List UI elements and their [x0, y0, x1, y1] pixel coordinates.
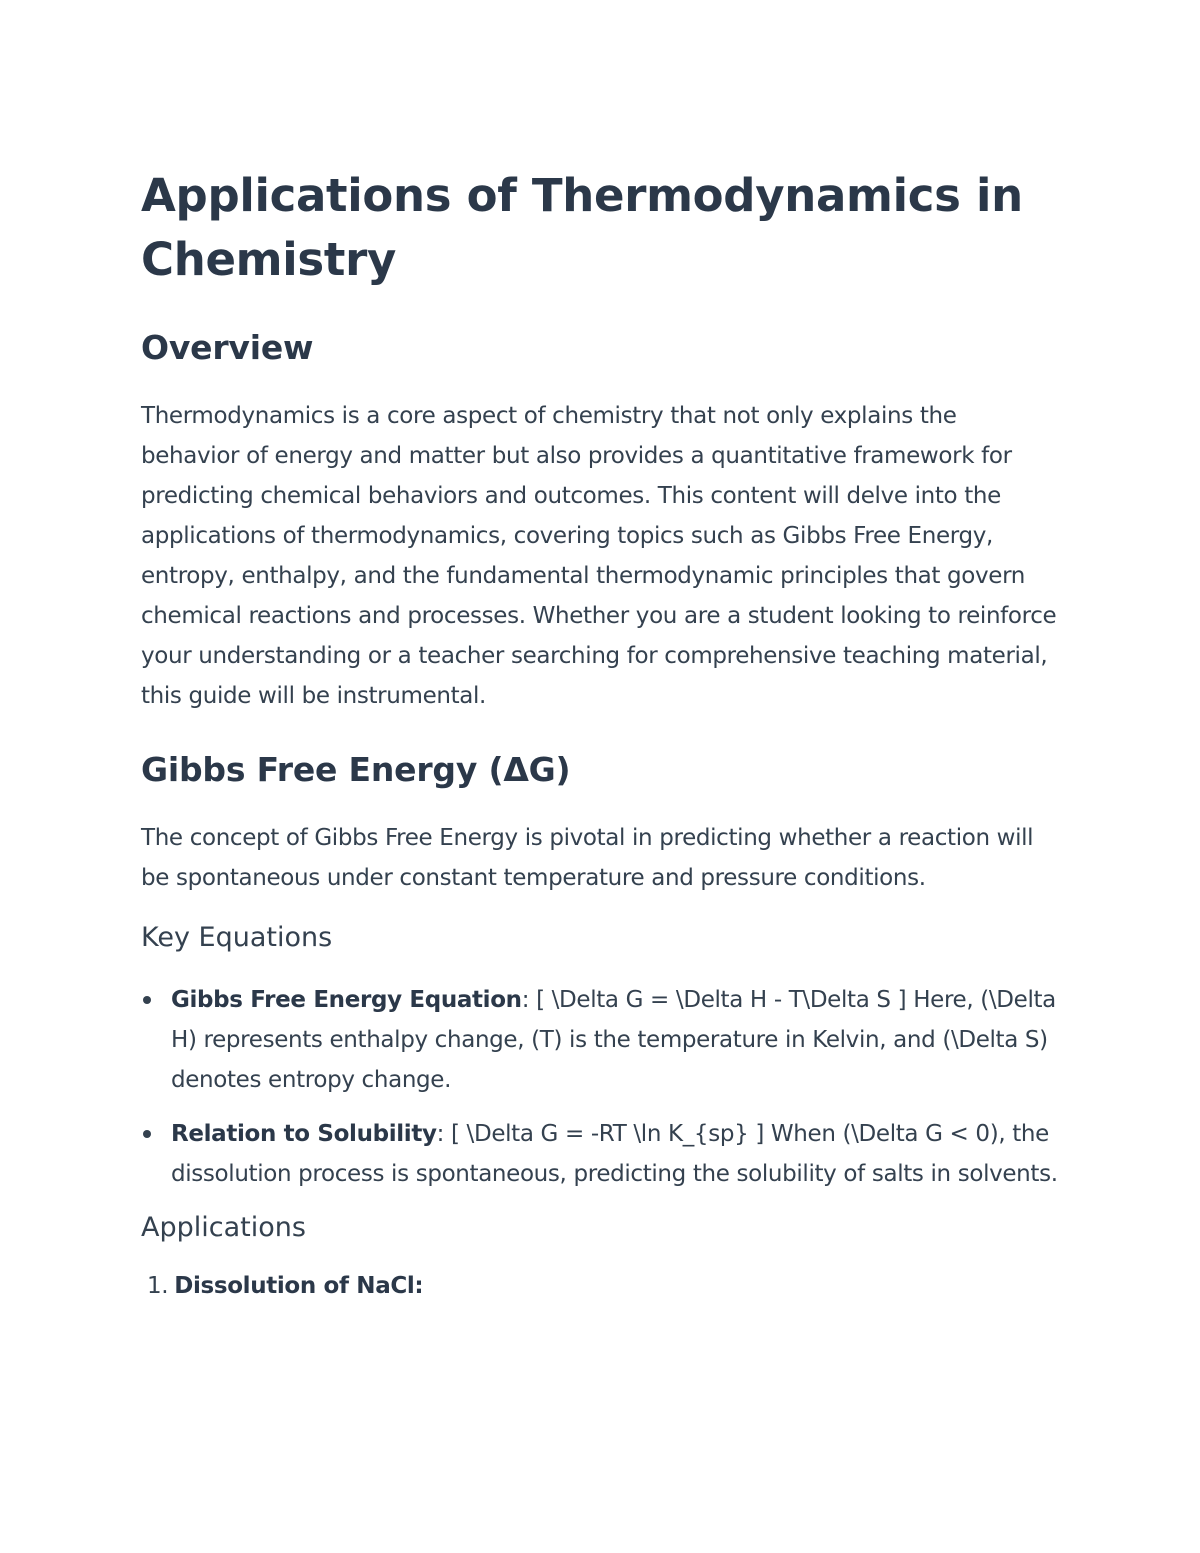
overview-heading: Overview: [141, 328, 314, 367]
equation-text: : [ \Delta G = \Delta H - T\Delta S ] Here, (\Delta H) represents enthalpy change, (T) is the temperature in Kelvin, and (\Delta S) denotes entropy change.: [171, 987, 1056, 1093]
applications-list: [141, 1266, 1061, 1306]
key-equations-list: [141, 980, 1061, 1194]
bullet-icon: [143, 996, 151, 1004]
list-number: 1.: [147, 1273, 169, 1299]
equation-text: : [ \Delta G = -RT \ln K_{sp} ] When (\Delta G < 0), the dissolution process is spontaneous, predicting the solubility of salts in solvents.: [171, 1121, 1058, 1187]
document-page: [141, 164, 1061, 1306]
list-item: [141, 1114, 1061, 1194]
bullet-icon: [143, 1130, 151, 1138]
list-item: [141, 1266, 1061, 1306]
gibbs-heading: Gibbs Free Energy (ΔG): [141, 750, 571, 789]
overview-paragraph: Thermodynamics is a core aspect of chemistry that not only explains the behavior of energy and matter but also provides a quantitative framework for predicting chemical behaviors and outcomes. This content will delve into the applications of thermodynamics, covering topics such as Gibbs Free Energy, entropy, enthalpy, and the fundamental thermodynamic principles that govern chemical reactions and processes. Whether you are a student looking to reinforce your understanding or a teacher searching for comprehensive teaching material, this guide will be instrumental.: [141, 403, 1057, 709]
list-item: [141, 980, 1061, 1100]
document-title: Applications of Thermodynamics in Chemistry: [141, 169, 1023, 286]
equation-label: Relation to Solubility: [171, 1121, 437, 1147]
key-equations-heading: Key Equations: [141, 922, 333, 953]
equation-label: Gibbs Free Energy Equation: [171, 987, 522, 1013]
gibbs-paragraph: The concept of Gibbs Free Energy is pivotal in predicting whether a reaction will be spontaneous under constant temperature and pressure conditions.: [141, 825, 1034, 891]
applications-heading: Applications: [141, 1212, 306, 1243]
application-label: Dissolution of NaCl:: [174, 1273, 424, 1299]
